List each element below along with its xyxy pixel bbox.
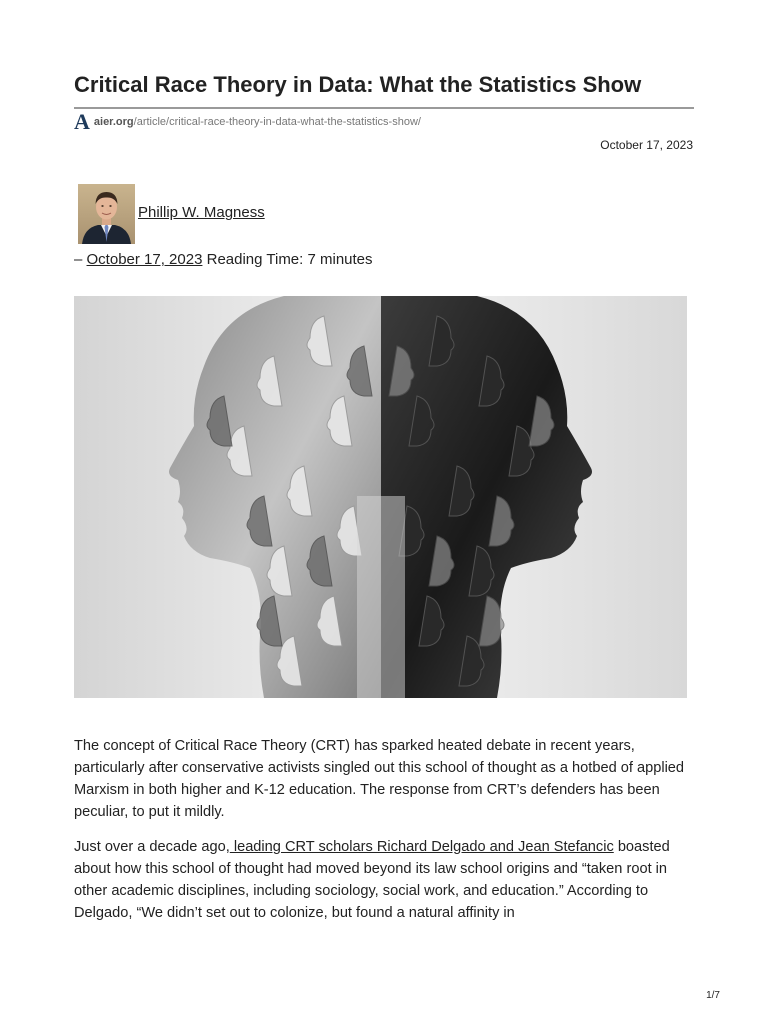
byline: [74, 251, 373, 268]
hero-image: [74, 296, 687, 698]
article-paragraph-2: [74, 836, 694, 924]
source-link[interactable]: [74, 109, 421, 134]
article-title: Critical Race Theory in Data: What the Statistics Show: [74, 72, 642, 97]
byline-dash: –: [74, 251, 87, 268]
page-number: 1/7: [706, 990, 720, 1001]
paragraph-2-body: boasted about how this school of thought had moved beyond its law school origins and “taken root in other academic disciplines, including sociology, social work, and education.” According to Delgado, “We didn’t set out to colonize, but found a natural affinity in: [74, 838, 670, 921]
paragraph-2-intro: Just over a decade ago,: [74, 838, 230, 855]
clip-date: October 17, 2023: [600, 138, 693, 152]
author-photo: [78, 184, 135, 244]
author-portrait-icon: [78, 184, 135, 244]
heads-silhouette-illustration: [74, 296, 687, 698]
delgado-stefancic-link[interactable]: leading CRT scholars Richard Delgado and Jean Stefancic: [229, 838, 614, 855]
aier-logo-icon: A: [74, 109, 90, 134]
reading-time: Reading Time: 7 minutes: [202, 251, 373, 268]
article-paragraph-1: The concept of Critical Race Theory (CRT) has sparked heated debate in recent years, particularly after conservative activists singled out this school of thought as a hotbed of applied Marxism in both higher and K-12 education. The response from CRT’s defenders has been peculiar, to put it mildly.: [74, 737, 685, 820]
author-link[interactable]: Phillip W. Magness: [138, 204, 265, 221]
title-divider: [74, 107, 694, 109]
source-domain[interactable]: aier.org: [93, 116, 134, 128]
source-path[interactable]: /article/critical-race-theory-in-data-what-the-statistics-show/: [133, 116, 421, 128]
publish-date-link[interactable]: October 17, 2023: [86, 251, 203, 268]
